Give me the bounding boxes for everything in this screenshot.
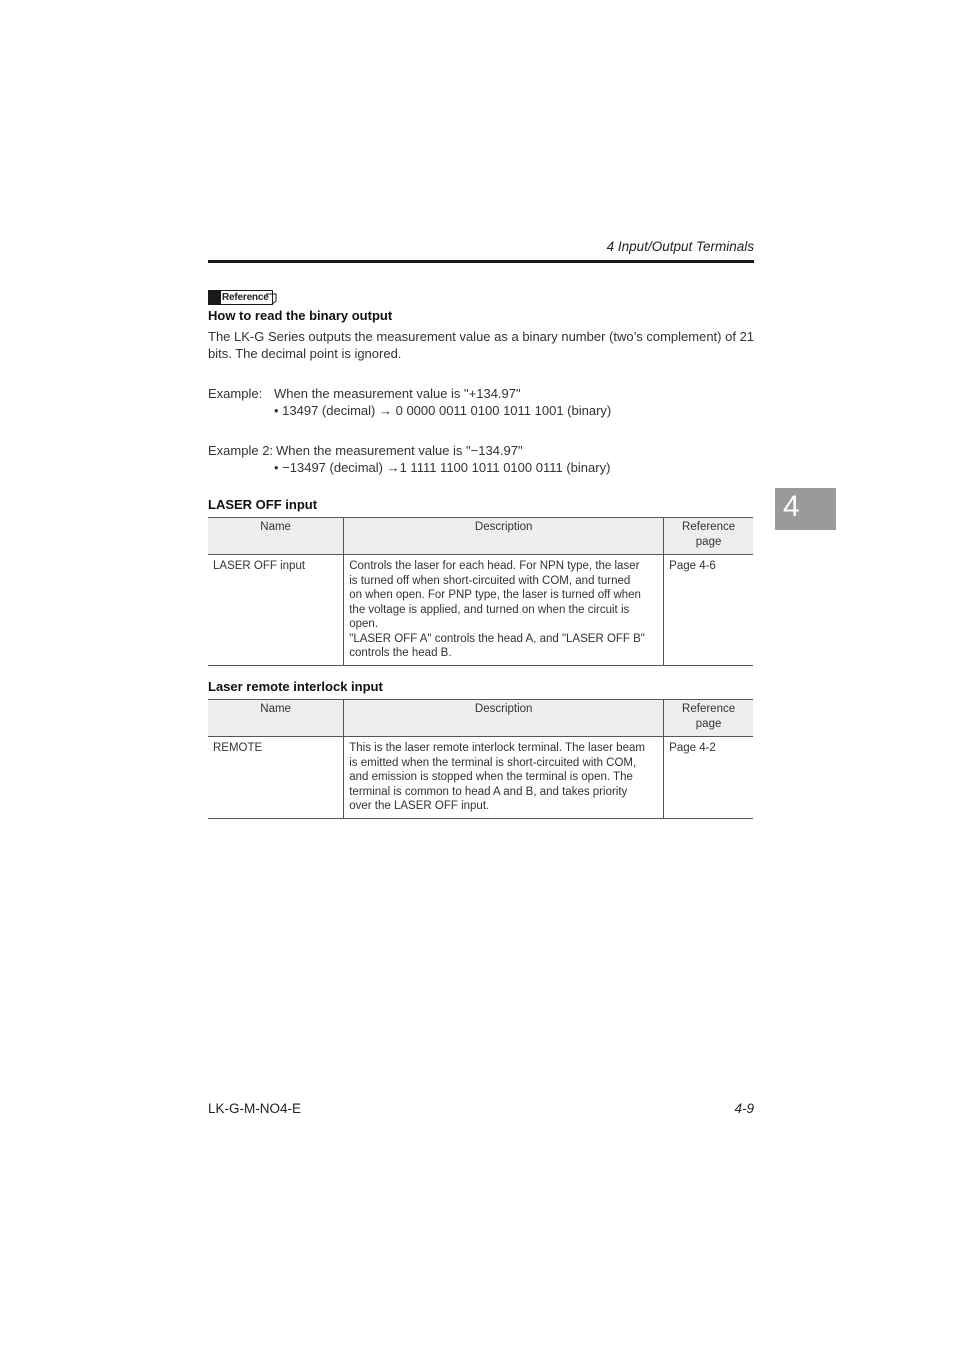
remote-interlock-heading: Laser remote interlock input xyxy=(208,679,383,694)
column-header-name: Name xyxy=(208,700,344,737)
cell-description xyxy=(344,555,664,666)
description-line: "LASER OFF A" controls the head A, and "LASER OFF B" xyxy=(349,632,645,645)
chapter-header-title: 4 Input/Output Terminals xyxy=(606,239,754,254)
description-line: is emitted when the terminal is short-circuited with COM, xyxy=(349,756,637,769)
reference-badge xyxy=(208,289,278,306)
example-2-label: Example 2: xyxy=(208,443,274,458)
column-header-description: Description xyxy=(344,700,664,737)
column-header-name: Name xyxy=(208,518,344,555)
table-row xyxy=(208,555,753,666)
table-row xyxy=(208,737,753,819)
description-line: on when open. For PNP type, the laser is turned off when xyxy=(349,589,641,601)
example-2-text: When the measurement value is "−134.97" xyxy=(276,443,523,458)
description-line: terminal is common to head A and B, and takes priority xyxy=(349,785,628,798)
laser-off-table xyxy=(208,517,753,666)
remote-interlock-table xyxy=(208,699,753,819)
description-line: open. xyxy=(349,618,379,630)
reference-badge-label: Reference xyxy=(220,290,273,305)
example-1-bullet: • 13497 (decimal) → 0 0000 0011 0100 1011 1001 (binary) xyxy=(274,403,612,418)
document-code: LK-G-M-NO4-E xyxy=(208,1101,302,1116)
column-header-reference-line-1: Reference xyxy=(682,703,736,715)
column-header-reference-line-1: Reference xyxy=(682,521,736,533)
cell-name: LASER OFF input xyxy=(208,555,344,666)
reference-badge-tail-icon xyxy=(266,293,278,306)
cell-reference-page: Page 4-6 xyxy=(664,555,753,666)
binary-output-heading: How to read the binary output xyxy=(208,308,393,323)
column-header-reference xyxy=(664,700,753,737)
page-number: 4-9 xyxy=(734,1101,754,1116)
chapter-tab-number: 4 xyxy=(783,490,800,523)
example-1-label: Example: xyxy=(208,386,263,401)
description-line: controls the head B. xyxy=(349,647,452,659)
cell-description xyxy=(344,737,664,819)
example-1-text: When the measurement value is "+134.97" xyxy=(274,386,521,401)
cell-name: REMOTE xyxy=(208,737,344,819)
column-header-reference xyxy=(664,518,753,555)
column-header-reference-line-2: page xyxy=(695,535,722,548)
example-2-bullet: • −13497 (decimal) →1 1111 1100 1011 0100 0111 (binary) xyxy=(274,460,611,475)
description-line: is turned off when short-circuited with COM, and turned xyxy=(349,574,631,587)
binary-intro-line-1: The LK-G Series outputs the measurement value as a binary number (two’s complement) of 21 xyxy=(208,329,755,344)
table-header-row xyxy=(208,700,753,737)
column-header-description: Description xyxy=(344,518,664,555)
column-header-reference-line-2: page xyxy=(695,717,722,730)
description-line: over the LASER OFF input. xyxy=(349,800,490,812)
description-line: the voltage is applied, and turned on when the circuit is xyxy=(349,603,630,616)
description-line: This is the laser remote interlock terminal. The laser beam xyxy=(349,742,645,754)
cell-reference-page: Page 4-2 xyxy=(664,737,753,819)
description-line: Controls the laser for each head. For NPN type, the laser xyxy=(349,560,640,572)
chapter-tab xyxy=(775,488,836,530)
binary-intro-line-2: bits. The decimal point is ignored. xyxy=(208,346,402,361)
description-line: and emission is stopped when the terminal is open. The xyxy=(349,771,633,783)
table-header-row xyxy=(208,518,753,555)
header-rule xyxy=(208,260,754,263)
laser-off-heading: LASER OFF input xyxy=(208,497,318,512)
